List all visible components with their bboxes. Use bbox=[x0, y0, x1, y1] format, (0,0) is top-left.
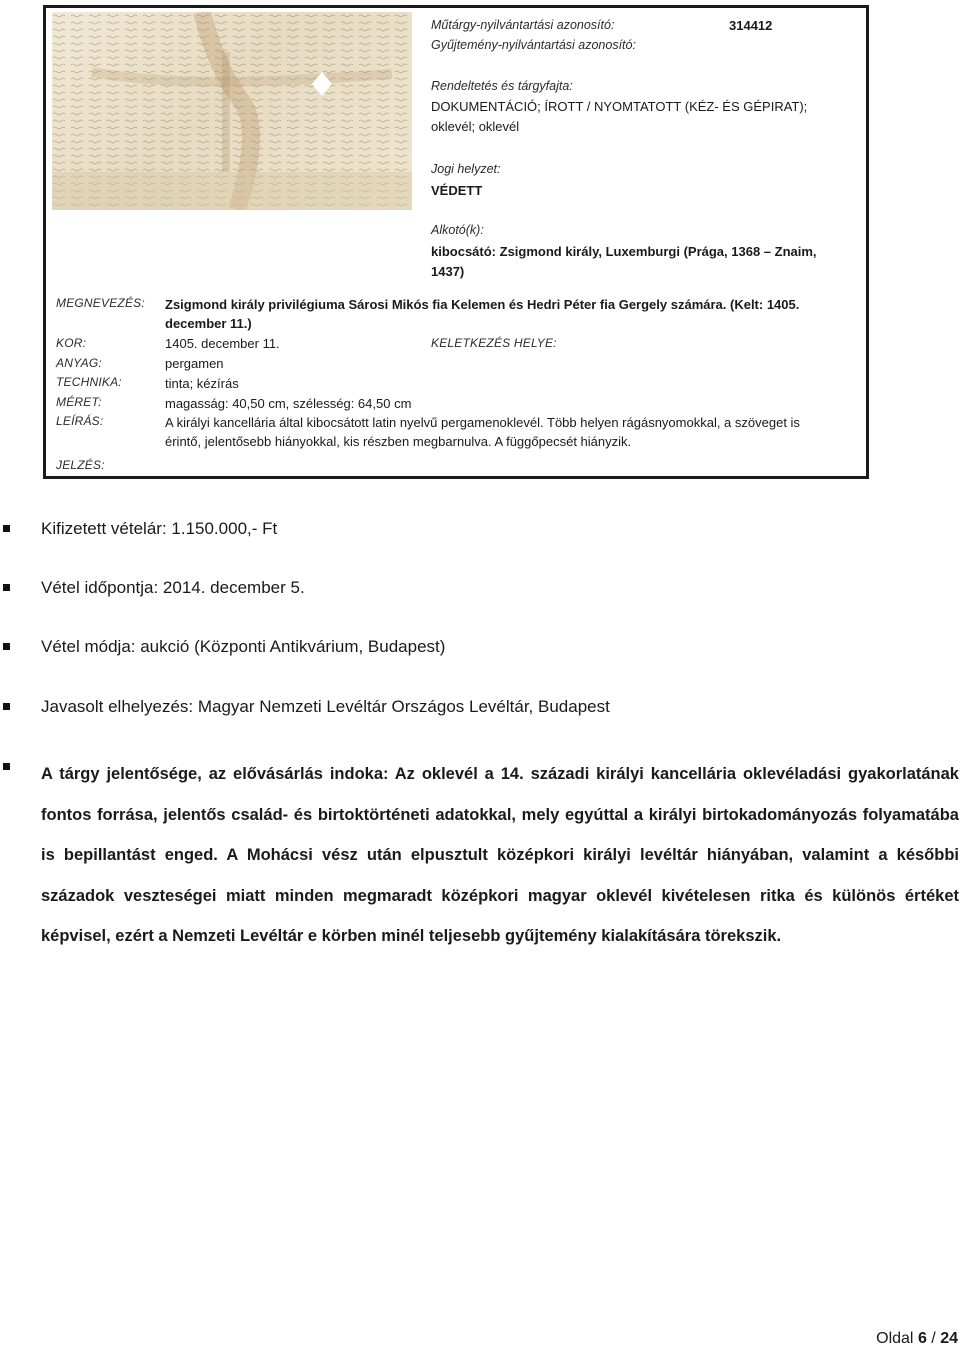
purpose-value-line1: DOKUMENTÁCIÓ; ÍROTT / NYOMTATOTT (KÉZ- ÉS GÉPIRAT); bbox=[431, 99, 808, 114]
list-item-method: Vétel módja: aukció (Központi Antikvárium, Budapest) bbox=[41, 637, 446, 656]
parchment-document-image bbox=[52, 12, 412, 210]
name-value-line1: Zsigmond király privilégiuma Sárosi Mikós fia Kelemen és Hedri Péter fia Gergely számára. (Kelt: 1405. bbox=[165, 297, 800, 312]
bullet-marker bbox=[3, 763, 10, 770]
technique-value: tinta; kézírás bbox=[165, 376, 239, 391]
page-word: Oldal bbox=[876, 1330, 914, 1347]
legal-status-value: VÉDETT bbox=[431, 183, 483, 198]
page-number bbox=[876, 1330, 958, 1348]
purpose-label: Rendeltetés és tárgyfajta: bbox=[431, 79, 573, 93]
age-label: KOR: bbox=[56, 336, 87, 350]
size-value: magasság: 40,50 cm, szélesség: 64,50 cm bbox=[165, 396, 412, 411]
creator-label: Alkotó(k): bbox=[431, 223, 484, 237]
list-item-date: Vétel időpontja: 2014. december 5. bbox=[41, 578, 305, 597]
page-separator: / bbox=[931, 1330, 936, 1347]
current-page: 6 bbox=[917, 1330, 927, 1347]
size-label: MÉRET: bbox=[56, 395, 102, 409]
age-value: 1405. december 11. bbox=[165, 336, 280, 351]
purpose-value-line2: oklevél; oklevél bbox=[431, 119, 520, 134]
list-item-price: Kifizetett vételár: 1.150.000,- Ft bbox=[41, 519, 278, 538]
description-line2: érintő, jelentősebb hiányokkal, kis részben megbarnulva. A függőpecsét hiányzik. bbox=[165, 434, 632, 449]
material-label: ANYAG: bbox=[56, 356, 102, 370]
description-line1: A királyi kancellária által kibocsátott latin nyelvű pergamenoklevél. Több helyen rágásnyomokkal, a szöveget is bbox=[165, 415, 800, 430]
bullet-marker bbox=[3, 525, 10, 532]
total-pages: 24 bbox=[940, 1330, 958, 1347]
origin-place-label: KELETKEZÉS HELYE: bbox=[431, 336, 557, 350]
creator-value-line1: kibocsátó: Zsigmond király, Luxemburgi (Prága, 1368 – Znaim, bbox=[431, 244, 817, 259]
creator-value-line2: 1437) bbox=[431, 264, 465, 279]
list-item-significance: A tárgy jelentősége, az elővásárlás indoka: Az oklevél a 14. századi királyi kancellária oklevéladási gyakorlatának fontos forrása, jelentős család- és birtoktörténeti adatokkal, mely egyúttal a királyi birtokadományozás folyamatába is bepillantást enged. A Mohácsi vész után elpusztult középkori királyi levéltár hiányában, valamint a későbbi századok veszteségei miatt minden megmaradt középkori magyar oklevél kivételesen ritka és különös értéket képvisel, ezért a Nemzeti Levéltár e körben minél teljesebb gyűjtemény kialakítására törekszik. bbox=[41, 765, 959, 945]
material-value: pergamen bbox=[165, 356, 224, 371]
technique-label: TECHNIKA: bbox=[56, 375, 122, 389]
bullet-marker bbox=[3, 584, 10, 591]
inventory-id-value: 314412 bbox=[729, 18, 773, 33]
record-card bbox=[43, 5, 869, 479]
name-label: MEGNEVEZÉS: bbox=[56, 296, 145, 310]
mark-label: JELZÉS: bbox=[56, 458, 105, 472]
description-label: LEÍRÁS: bbox=[56, 414, 104, 428]
inventory-id-label: Műtárgy-nyilvántartási azonosító: bbox=[431, 18, 615, 32]
legal-status-label: Jogi helyzet: bbox=[431, 162, 501, 176]
bullet-marker bbox=[3, 703, 10, 710]
name-value-line2: december 11.) bbox=[165, 316, 252, 331]
collection-id-label: Gyűjtemény-nyilvántartási azonosító: bbox=[431, 38, 636, 52]
list-item-placement: Javasolt elhelyezés: Magyar Nemzeti Levéltár Országos Levéltár, Budapest bbox=[41, 697, 610, 716]
bullet-marker bbox=[3, 643, 10, 650]
